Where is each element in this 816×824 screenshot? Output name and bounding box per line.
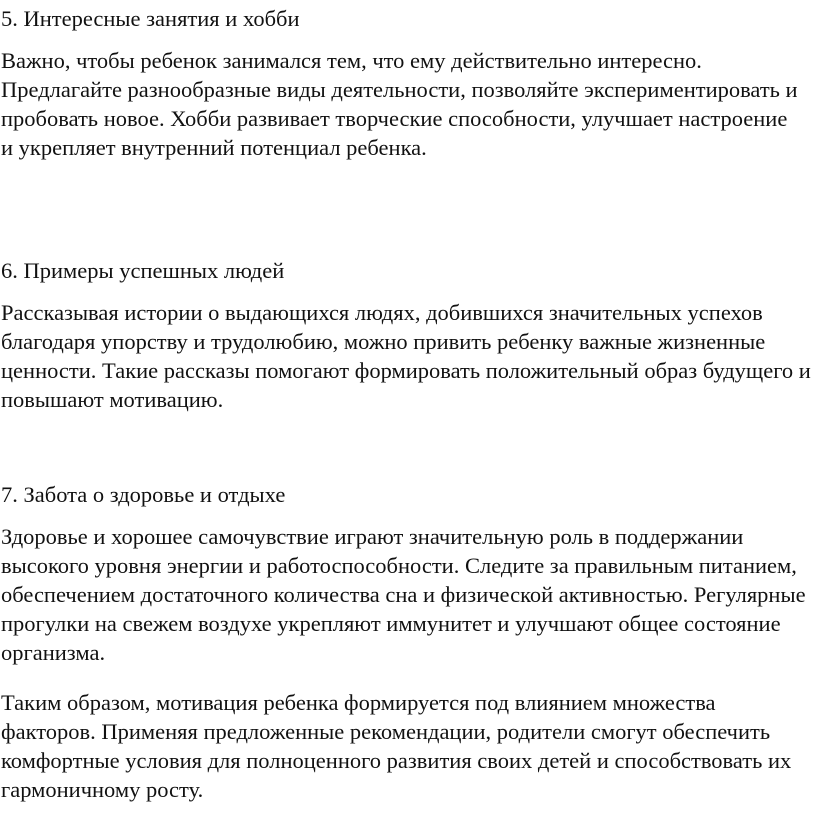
conclusion-paragraph: Таким образом, мотивация ребенка формируется под влиянием множества факторов. Применяя предложенные рекомендации, родители смогут обеспечить комфортные условия для полноценного развития своих детей и способствовать их гармоничному росту. (1, 690, 792, 802)
section-7-heading: 7. Забота о здоровье и отдыхе (1, 482, 286, 507)
section-6-heading: 6. Примеры успешных людей (1, 258, 285, 283)
section-5-paragraph: Важно, чтобы ребенок занимался тем, что ему действительно интересно. Предлагайте разнообразные виды деятельности, позволяйте экспериментировать и пробовать новое. Хобби развивает творческие способности, улучшает настроение и укрепляет внутренний потенциал ребенка. (1, 48, 798, 160)
section-5-heading: 5. Интересные занятия и хобби (1, 6, 300, 31)
section-6-paragraph: Рассказывая истории о выдающихся людях, добившихся значительных успехов благодаря упорству и трудолюбию, можно привить ребенку важные жизненные ценности. Такие рассказы помогают формировать положительный образ будущего и повышают мотивацию. (1, 300, 811, 412)
section-7-paragraph: Здоровье и хорошее самочувствие играют значительную роль в поддержании высокого уровня энергии и работоспособности. Следите за правильным питанием, обеспечением достаточного количества сна и физической активностью. Регулярные прогулки на свежем воздухе укрепляют иммунитет и улучшают общее состояние организма. (1, 524, 806, 665)
